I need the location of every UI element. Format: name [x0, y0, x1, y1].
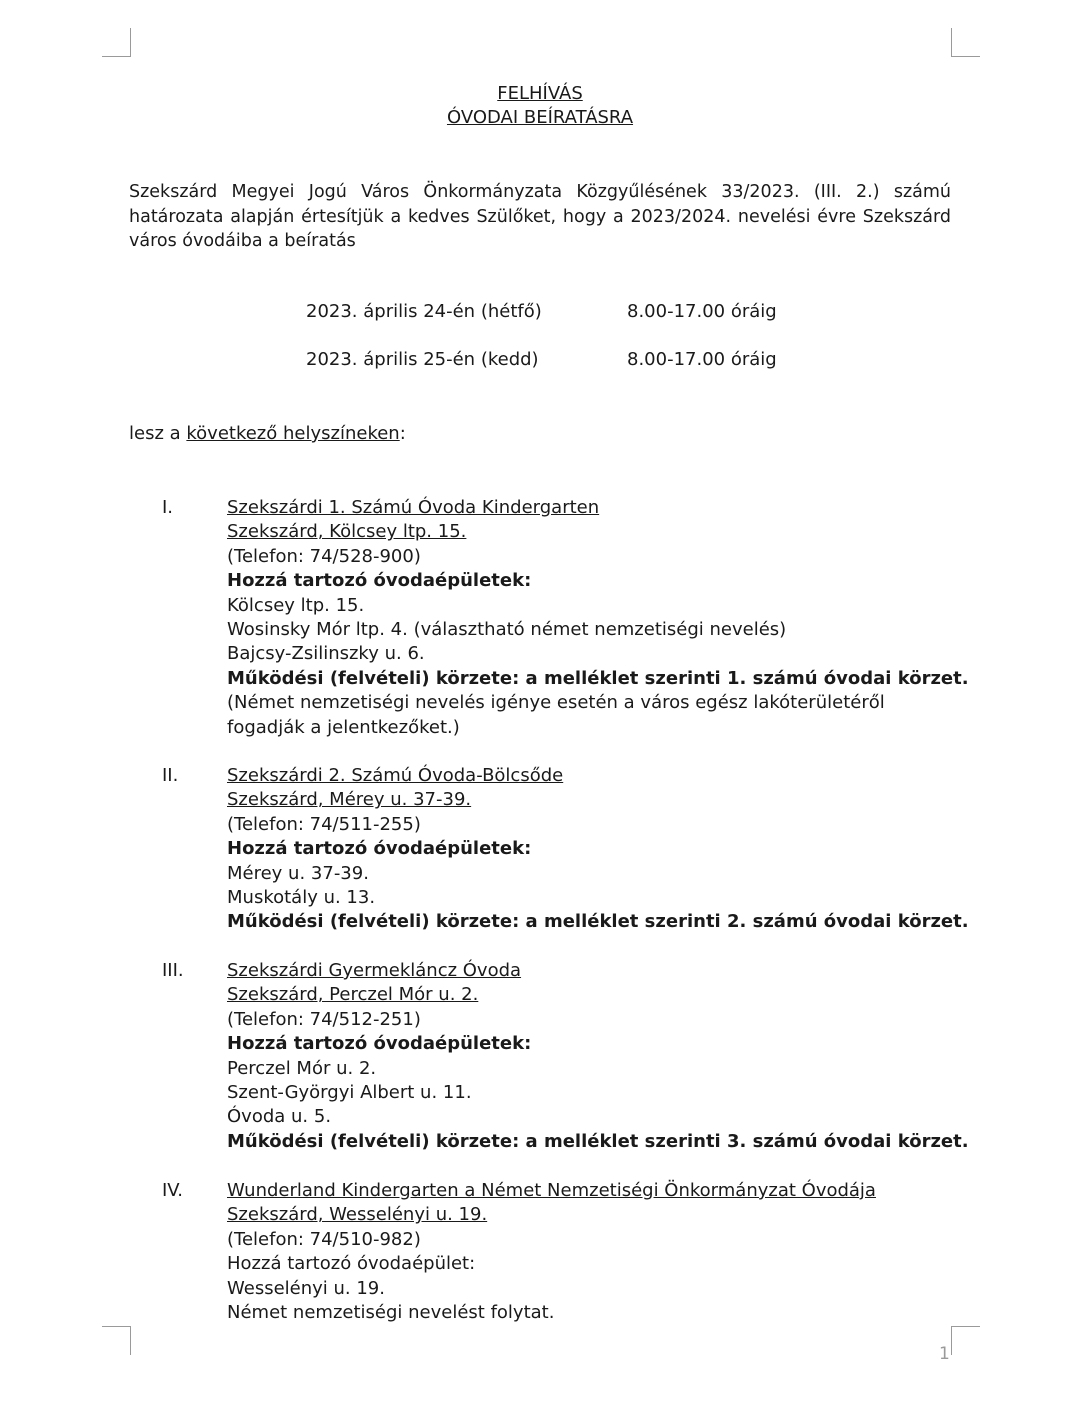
date-row [306, 349, 776, 375]
date-hours: 8.00-17.00 óráig [627, 301, 777, 322]
kindergarten-phone: (Telefon: 74/511-255) [227, 813, 421, 835]
kindergarten-name: Wunderland Kindergarten a Német Nemzetiségi Önkormányzat Óvodája [227, 1180, 876, 1201]
date-day: 2023. április 24-én (hétfő) [306, 301, 542, 322]
buildings-label: Hozzá tartozó óvodaépületek: [227, 570, 532, 592]
section-number: III. [162, 960, 184, 981]
section-note: Német nemzetiségi nevelést folytat. [227, 1302, 555, 1324]
building-item: Szent-Györgyi Albert u. 11. [227, 1082, 472, 1104]
kindergarten-phone: (Telefon: 74/512-251) [227, 1008, 421, 1030]
kindergarten-address: Szekszárd, Mérey u. 37-39. [227, 789, 472, 811]
locations-intro [129, 423, 406, 444]
locations-link: következő helyszíneken [186, 423, 400, 444]
kindergarten-address: Szekszárd, Kölcsey ltp. 15. [227, 521, 467, 543]
section-number: IV. [162, 1180, 184, 1201]
locations-prefix: lesz a [129, 423, 187, 444]
building-item: Bajcsy-Zsilinszky u. 6. [227, 643, 425, 665]
date-row [306, 301, 776, 327]
kindergarten-phone: (Telefon: 74/510-982) [227, 1228, 421, 1250]
building-item: Wosinsky Mór ltp. 4. (választható német nemzetiségi nevelés) [227, 619, 787, 641]
crop-mark-bottom-right [951, 1326, 980, 1355]
buildings-label: Hozzá tartozó óvodaépület: [227, 1253, 476, 1275]
kindergarten-address: Szekszárd, Perczel Mór u. 2. [227, 984, 479, 1006]
buildings-label: Hozzá tartozó óvodaépületek: [227, 838, 532, 860]
crop-mark-top-left [102, 28, 131, 57]
crop-mark-top-right [951, 28, 980, 57]
date-hours: 8.00-17.00 óráig [627, 349, 777, 370]
page-subtitle: ÓVODAI BEÍRATÁSRA [446, 107, 634, 128]
building-item: Wesselényi u. 19. [227, 1277, 385, 1299]
kindergarten-name: Szekszárdi Gyermekláncz Óvoda [227, 960, 522, 981]
kindergarten-name: Szekszárdi 2. Számú Óvoda-Bölcsőde [227, 765, 564, 786]
building-item: Mérey u. 37-39. [227, 862, 369, 884]
building-item: Perczel Mór u. 2. [227, 1057, 377, 1079]
district-note: Működési (felvételi) körzete: a melléklet szerinti 2. számú óvodai körzet. [227, 911, 969, 933]
buildings-label: Hozzá tartozó óvodaépületek: [227, 1033, 532, 1055]
section-note: (Német nemzetiségi nevelés igénye esetén a város egész lakóterületéről fogadják a jelentkezőket.) [227, 692, 885, 738]
date-day: 2023. április 25-én (kedd) [306, 349, 539, 370]
district-note: Működési (felvételi) körzete: a melléklet szerinti 3. számú óvodai körzet. [227, 1130, 969, 1152]
page-number: 1 [939, 1344, 950, 1364]
section-number: II. [162, 765, 179, 786]
crop-mark-bottom-left [102, 1326, 131, 1355]
kindergarten-phone: (Telefon: 74/528-900) [227, 545, 421, 567]
kindergarten-address: Szekszárd, Wesselényi u. 19. [227, 1204, 488, 1226]
locations-suffix: : [399, 423, 406, 444]
building-item: Kölcsey ltp. 15. [227, 594, 365, 616]
building-item: Óvoda u. 5. [227, 1106, 332, 1128]
building-item: Muskotály u. 13. [227, 887, 376, 909]
section-number: I. [162, 497, 174, 518]
intro-paragraph: Szekszárd Megyei Jogú Város Önkormányzata Közgyűlésének 33/2023. (III. 2.) számú határozata alapján értesítjük a kedves Szülőket, hogy a 2023/2024. nevelési évre Szekszárd város óvodáiba a beíratás [129, 182, 951, 251]
kindergarten-name: Szekszárdi 1. Számú Óvoda Kindergarten [227, 497, 600, 518]
page-title: FELHÍVÁS [497, 83, 583, 104]
district-note: Működési (felvételi) körzete: a melléklet szerinti 1. számú óvodai körzet. [227, 667, 969, 689]
